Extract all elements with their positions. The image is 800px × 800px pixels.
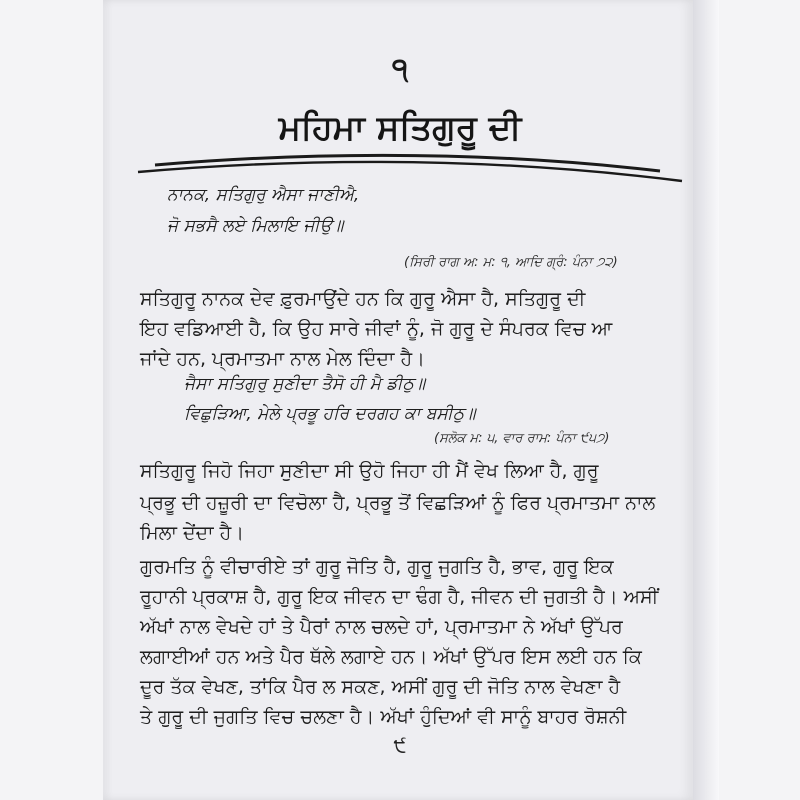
verse2-line: ਵਿਛੁੜਿਆ, ਮੇਲੇ ਪ੍ਰਭੂ ਹਰਿ ਦਰਗਹ ਕਾ ਬਸੀਠੁ॥: [184, 404, 476, 424]
chapter-title: ਮਹਿਮਾ ਸਤਿਗੁਰੂ ਦੀ: [278, 108, 522, 148]
para1-line: ਇਹ ਵਡਿਆਈ ਹੈ, ਕਿ ਉਹ ਸਾਰੇ ਜੀਵਾਂ ਨੂੰ, ਜੋ ਗੁਰੂ ਦੇ ਸੰਪਰਕ ਵਿਚ ਆ: [140, 318, 613, 340]
para1-line: ਜਾਂਦੇ ਹਨ, ਪ੍ਰਮਾਤਮਾ ਨਾਲ ਮੇਲ ਦਿੰਦਾ ਹੈ।: [140, 348, 425, 370]
para2-line: ਸਤਿਗੁਰੂ ਜਿਹੋ ਜਿਹਾ ਸੁਣੀਦਾ ਸੀ ਉਹੋ ਜਿਹਾ ਹੀ ਮੈਂ ਵੇਖ ਲਿਆ ਹੈ, ਗੁਰੂ: [140, 460, 599, 482]
para3-line: ਦੂਰ ਤੱਕ ਵੇਖਣ, ਤਾਂਕਿ ਪੈਰ ਲ ਸਕਣ, ਅਸੀਂ ਗੁਰੂ ਦੀ ਜੋਤਿ ਨਾਲ ਵੇਖਣਾ ਹੈ: [140, 676, 621, 698]
verse2-citation: (ਸਲੋਕ ਮ: ੫, ਵਾਰ ਰਾਮ: ਪੰਨਾ ੯੫੭): [434, 431, 610, 446]
chapter-number: ੧: [391, 52, 409, 87]
para3-line: ਤੇ ਗੁਰੂ ਦੀ ਜੁਗਤਿ ਵਿਚ ਚਲਣਾ ਹੈ। ਅੱਖਾਂ ਹੁੰਦਿਆਂ ਵੀ ਸਾਨੂੰ ਬਾਹਰ ਰੋਸ਼ਨੀ: [140, 706, 627, 728]
para3-line: ਲਗਾਈਆਂ ਹਨ ਅਤੇ ਪੈਰ ਥੱਲੇ ਲਗਾਏ ਹਨ। ਅੱਖਾਂ ਉੱਪਰ ਇਸ ਲਈ ਹਨ ਕਿ: [140, 646, 642, 668]
para3-line: ਰੂਹਾਨੀ ਪ੍ਰਕਾਸ਼ ਹੈ, ਗੁਰੂ ਇਕ ਜੀਵਨ ਦਾ ਢੰਗ ਹੈ, ਜੀਵਨ ਦੀ ਜੁਗਤੀ ਹੈ। ਅਸੀਂ: [140, 586, 659, 608]
verse1-citation: (ਸਿਰੀ ਰਾਗ ਅ: ਮ: ੧, ਆਦਿ ਗ੍ਰੰ: ਪੰਨਾ ੭੨): [404, 255, 618, 270]
para2-line: ਪ੍ਰਭੂ ਦੀ ਹਜ਼ੂਰੀ ਦਾ ਵਿਚੋਲਾ ਹੈ, ਪ੍ਰਭੂ ਤੋਂ ਵਿਛੜਿਆਂ ਨੂੰ ਫਿਰ ਪ੍ਰਮਾਤਮਾ ਨਾਲ: [140, 492, 656, 514]
para1-line: ਸਤਿਗੁਰੂ ਨਾਨਕ ਦੇਵ ਫ਼ੁਰਮਾਉਂਦੇ ਹਨ ਕਿ ਗੁਰੂ ਐਸਾ ਹੈ, ਸਤਿਗੁਰੂ ਦੀ: [140, 288, 586, 310]
para2-line: ਮਿਲਾ ਦੇਂਦਾ ਹੈ।: [140, 522, 245, 544]
page-number: ੯: [393, 733, 407, 757]
para3-line: ਅੱਖਾਂ ਨਾਲ ਵੇਖਦੇ ਹਾਂ ਤੇ ਪੈਰਾਂ ਨਾਲ ਚਲਦੇ ਹਾਂ, ਪ੍ਰਮਾਤਮਾ ਨੇ ਅੱਖਾਂ ਉੱਪਰ: [140, 616, 623, 638]
para3-line: ਗੁਰਮਤਿ ਨੂੰ ਵੀਚਾਰੀਏ ਤਾਂ ਗੁਰੂ ਜੋਤਿ ਹੈ, ਗੁਰੂ ਜੁਗਤਿ ਹੈ, ਭਾਵ, ਗੁਰੂ ਇਕ: [140, 556, 614, 578]
verse1-line: ਜੋ ਸਭਸੈ ਲਏ ਮਿਲਾਇ ਜੀਉ॥: [167, 216, 344, 236]
verse2-line: ਜੈਸਾ ਸਤਿਗੁਰੁ ਸੁਣੀਦਾ ਤੈਸੋ ਹੀ ਮੈ ਡੀਠੁ॥: [184, 374, 426, 394]
verse1-line: ਨਾਨਕ, ਸਤਿਗੁਰੁ ਐਸਾ ਜਾਣੀਐ,: [167, 185, 360, 205]
title-rule: [0, 145, 800, 195]
